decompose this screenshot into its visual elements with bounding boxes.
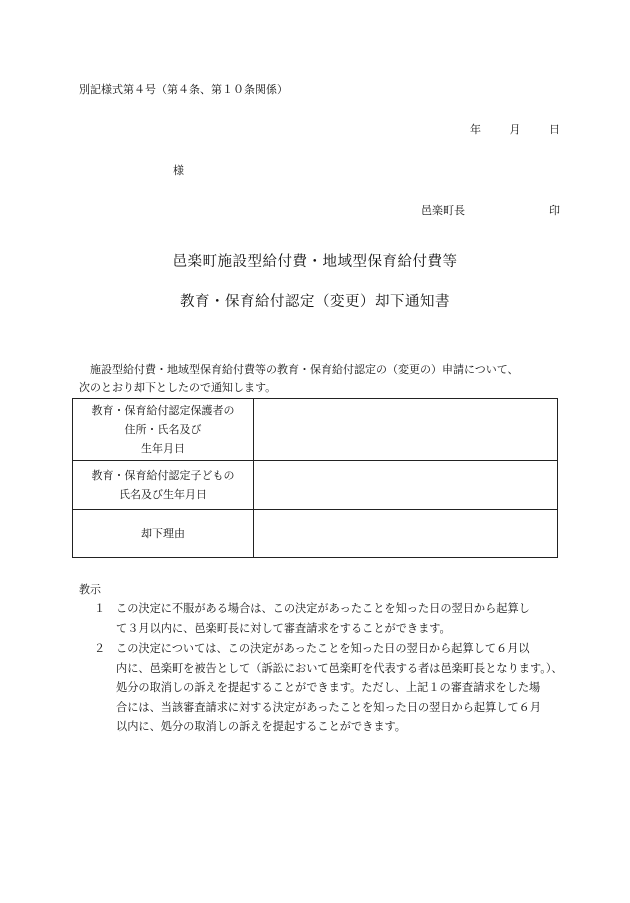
instruction-item-number: １ (94, 602, 106, 615)
child-label-cell (73, 461, 254, 510)
reason-value-cell[interactable] (254, 510, 558, 558)
form-label: 別記様式第４号（第４条、第１０条関係） (79, 83, 288, 96)
issuer-name: 邑楽町長 (421, 204, 465, 217)
info-table (72, 398, 558, 558)
guardian-label-line3: 生年月日 (141, 442, 185, 455)
date-line (470, 121, 560, 137)
instruction-2-line4: 合には、当該審査請求に対する決定があったことを知った日の翌日から起算して６月 (116, 700, 542, 714)
intro-line1: 施設型給付費・地域型保育給付費等の教育・保育給付認定の（変更の）申請について、 (90, 363, 519, 376)
guardian-value-cell[interactable] (254, 399, 558, 461)
child-label-line1: 教育・保育給付認定子どもの (91, 469, 235, 482)
intro-line2: 次のとおり却下としたので通知します。 (79, 381, 277, 394)
instruction-1-line2: て３月以内に、邑楽町長に対して審査請求をすることができます。 (116, 621, 451, 635)
guardian-label-line1: 教育・保育給付認定保護者の (91, 404, 235, 417)
instruction-2-line3: 処分の取消しの訴えを提起することができます。ただし、上記１の審査請求をした場 (116, 681, 541, 694)
guardian-label-line2: 住所・氏名及び (124, 423, 202, 436)
reason-label-line1: 却下理由 (141, 527, 185, 540)
date-month-label: 月 (509, 123, 521, 136)
date-day-label: 日 (549, 123, 560, 136)
instruction-2-line2: 内に、邑楽町を被告として（訴訟において邑楽町を代表する者は邑楽町長となります。）、 (116, 661, 563, 675)
instruction-item-number: ２ (94, 642, 106, 655)
child-value-cell[interactable] (254, 461, 558, 510)
instructions-heading: 教示 (79, 583, 101, 596)
instruction-2-line1: この決定については、この決定があったことを知った日の翌日から起算して６月以 (116, 642, 530, 655)
date-year-label: 年 (470, 123, 481, 136)
seal-mark: 印 (549, 204, 560, 217)
child-label-line2: 氏名及び生年月日 (119, 488, 207, 501)
table-row-guardian (73, 399, 558, 461)
instruction-2-line5: 以内に、処分の取消しの訴えを提起することができます。 (116, 720, 406, 733)
table-row-child (73, 461, 558, 510)
table-row-reason (73, 510, 558, 558)
document-title-line1: 邑楽町施設型給付費・地域型保育給付費等 (172, 254, 458, 270)
instruction-1-line1: この決定に不服がある場合は、この決定があったことを知った日の翌日から起算し (116, 602, 530, 615)
document-title-line2: 教育・保育給付認定（変更）却下通知書 (180, 294, 450, 310)
addressee-suffix: 様 (173, 164, 184, 177)
reason-label-cell (73, 510, 254, 558)
guardian-label-cell (73, 399, 254, 461)
issuer-line (421, 202, 560, 218)
